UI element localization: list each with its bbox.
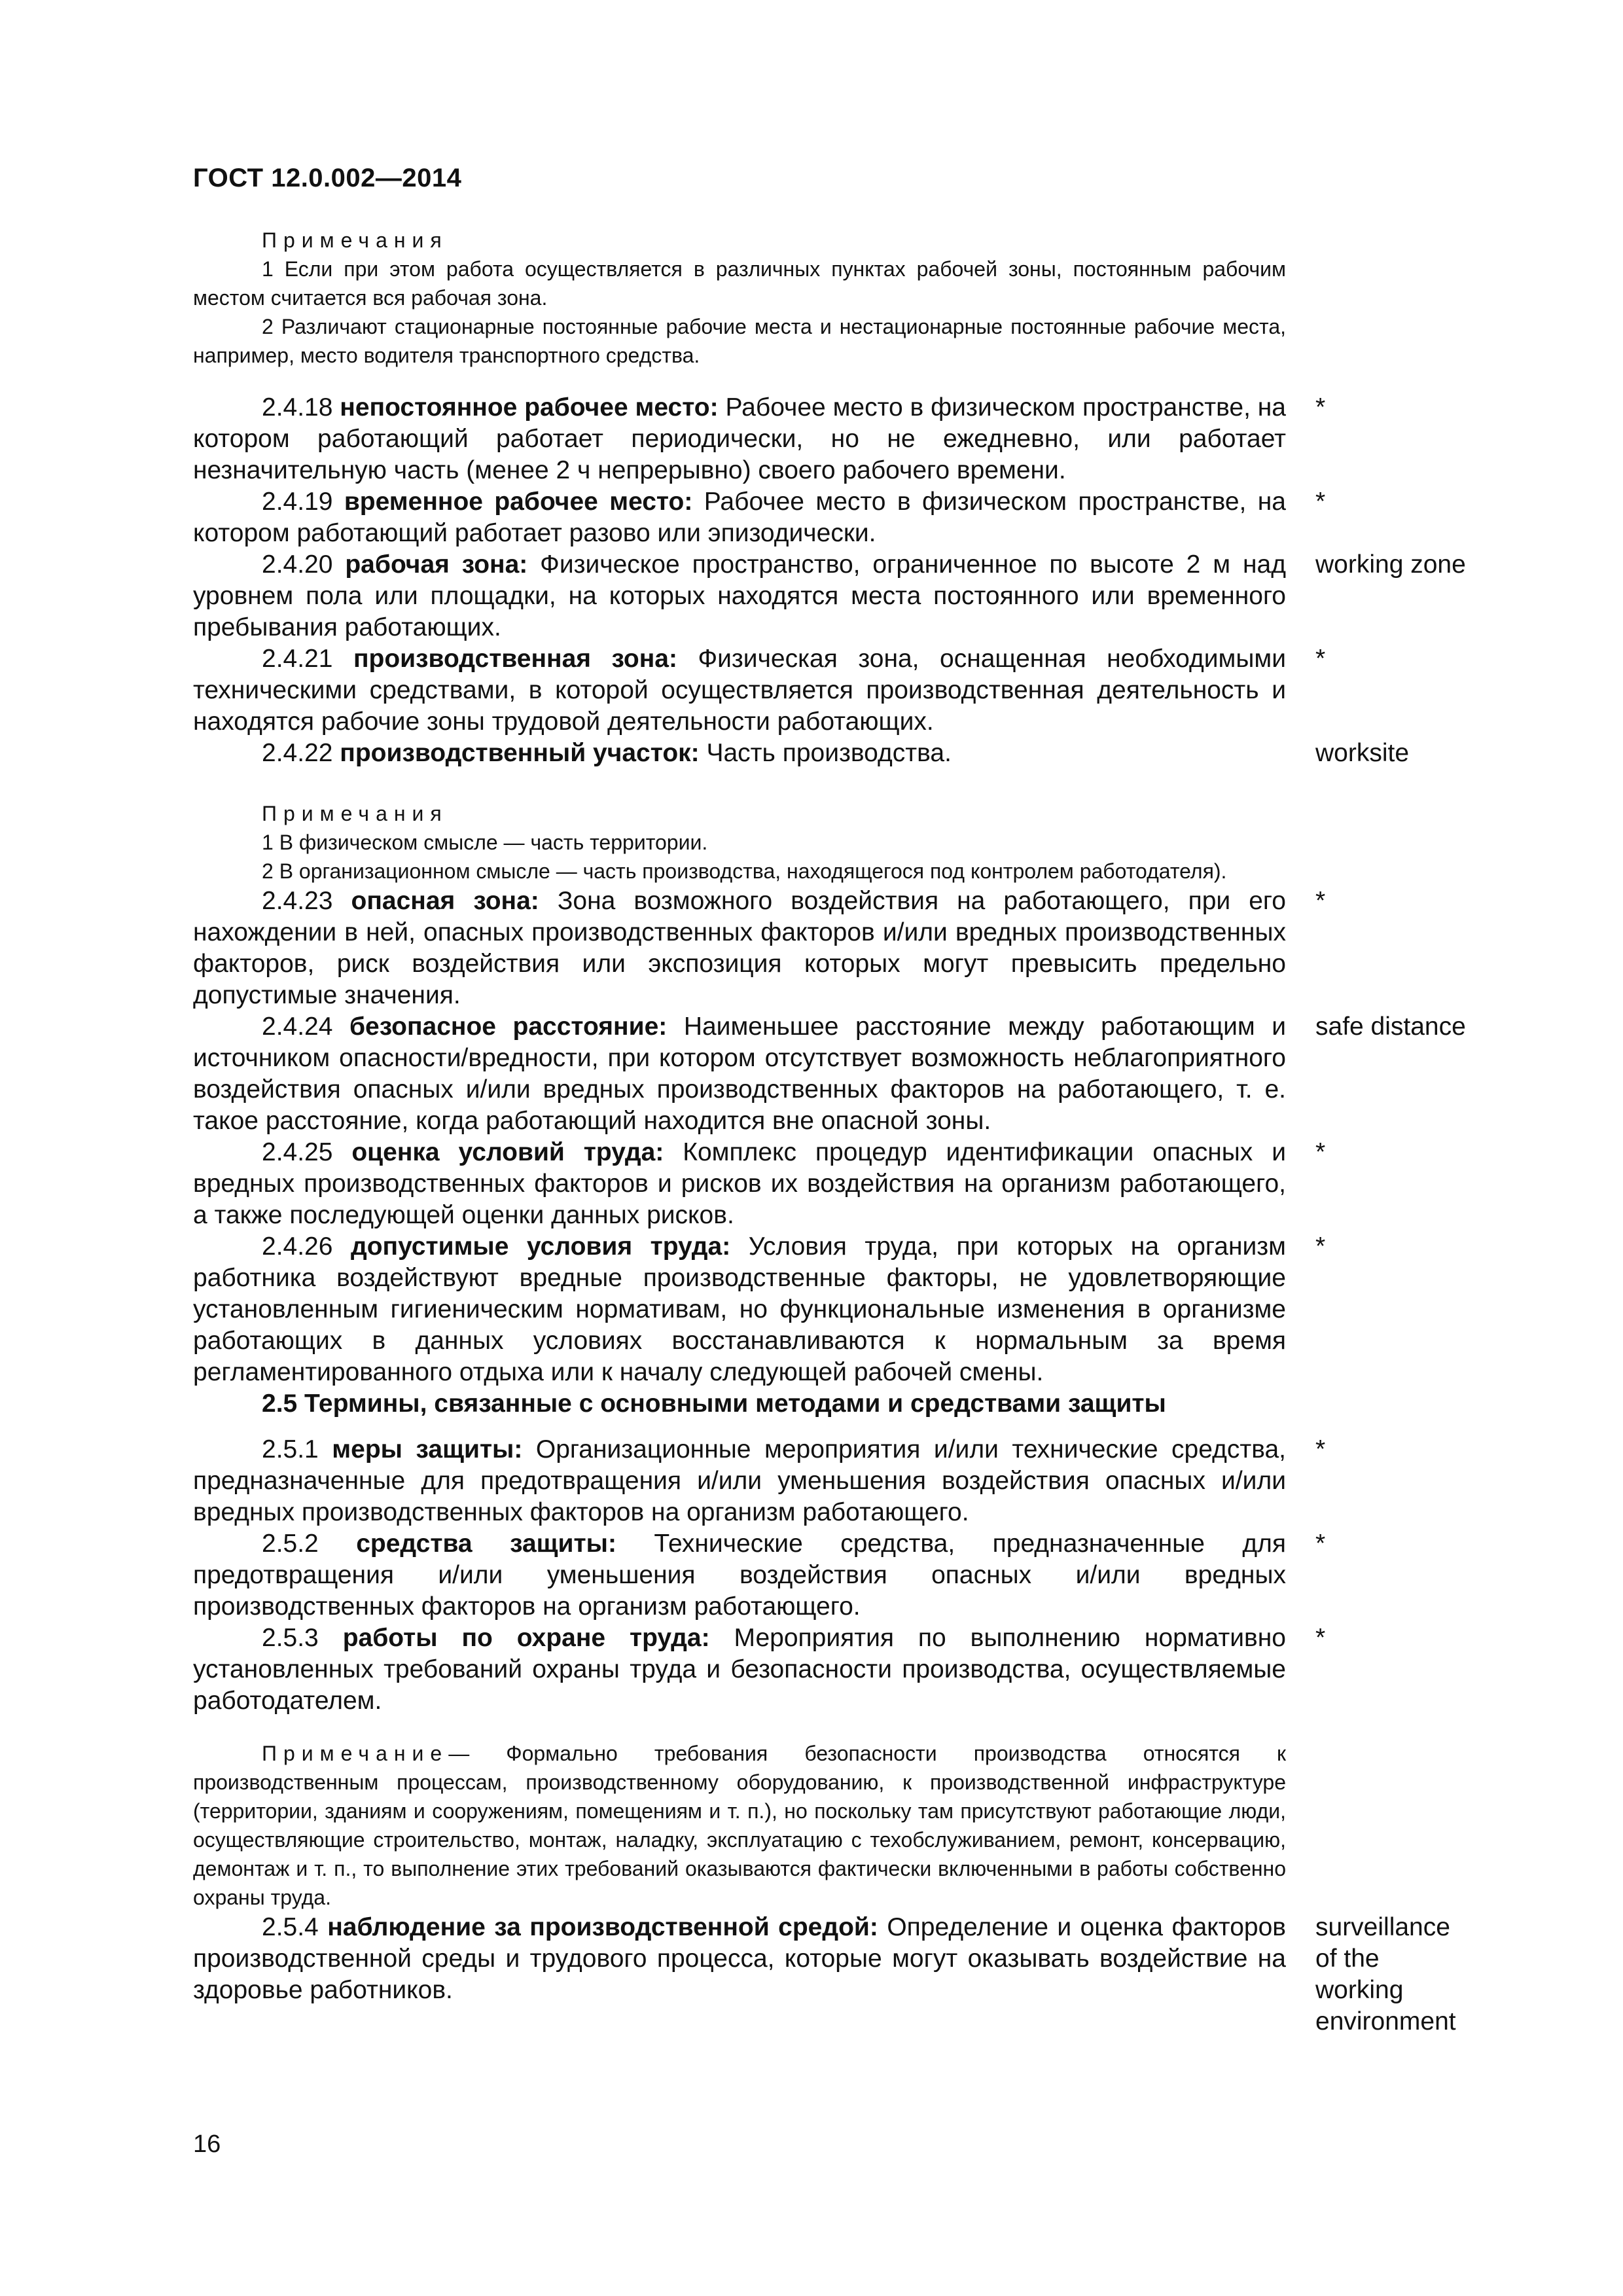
note-item: 1 Если при этом работа осуществляется в различных пунктах рабочей зоны, постоянным рабочим местом считается вся рабочая зона. xyxy=(193,257,1286,310)
note-item: 1 В физическом смысле — часть территории. xyxy=(262,831,708,854)
note-block-2 xyxy=(193,799,1286,886)
term-2-4-24: 2.4.24 безопасное расстояние: Наименьшее расстояние между работающим и источником опасности/вредности, при котором отсутствует возможность неблагоприятного воздействия опасных и/или вредных производственных факторов на работающего, т. е. такое расстояние, когда работающий находится вне опасной зоны. xyxy=(193,1013,1286,1135)
term-2-4-19: 2.4.19 временное рабочее место: Рабочее место в физическом пространстве, на котором работающий работает разово или эпизодически. xyxy=(193,488,1286,547)
term-2-4-21: 2.4.21 производственная зона: Физическая зона, оснащенная необходимыми техническими средствами, в которой осуществляется производственная деятельность и находятся рабочие зоны трудовой деятельности работающих. xyxy=(193,645,1286,736)
note-heading: Примечания xyxy=(262,802,448,825)
term-2-4-20: 2.4.20 рабочая зона: Физическое пространство, ограниченное по высоте 2 м над уровнем пола или площадки, на которых находятся места постоянного или временного пребывания работающих. xyxy=(193,550,1286,641)
note-heading: Примечания xyxy=(262,228,448,252)
main-text xyxy=(193,226,1286,2006)
note-item: 2 Различают стационарные постоянные рабочие места и нестационарные постоянные рабочие места, например, место водителя транспортного средства. xyxy=(193,315,1286,367)
term-2-5-3: 2.5.3 работы по охране труда: Мероприятия по выполнению нормативно установленных требований охраны труда и безопасности производства, осуществляемые работодателем. xyxy=(193,1624,1286,1715)
term-2-4-18: 2.4.18 непостоянное рабочее место: Рабочее место в физическом пространстве, на котором работающий работает периодически, но не ежедневно, или работает незначительную часть (менее 2 ч непрерывно) своего рабочего времени. xyxy=(193,393,1286,484)
english-equivalent: * xyxy=(1315,1435,1326,1463)
term-2-5-4: 2.5.4 наблюдение за производственной средой: Определение и оценка факторов производственной среды и трудового процесса, которые могут оказывать воздействие на здоровье работников. xyxy=(193,1913,1286,2004)
english-equivalent: working zone xyxy=(1315,550,1466,579)
english-equivalent: * xyxy=(1315,488,1326,516)
english-equivalent: * xyxy=(1315,645,1326,673)
term-2-4-25: 2.4.25 оценка условий труда: Комплекс процедур идентификации опасных и вредных производственных факторов и рисков их воздействия на организм работающего, а также последующей оценки данных рисков. xyxy=(193,1138,1286,1229)
term-2-4-22: 2.4.22 производственный участок: Часть производства. xyxy=(262,739,952,767)
english-equivalent: * xyxy=(1315,1624,1326,1652)
document-header: ГОСТ 12.0.002—2014 xyxy=(193,164,462,192)
english-equivalent: * xyxy=(1315,887,1326,915)
term-2-5-2: 2.5.2 средства защиты: Технические средства, предназначенные для предотвращения и/или уменьшения воздействия опасных и/или вредных производственных факторов на организм работающего. xyxy=(193,1530,1287,1621)
note-item: 2 В организационном смысле — часть производства, находящегося под контролем работодателя). xyxy=(262,859,1227,883)
english-equivalent: * xyxy=(1315,393,1326,422)
page-number: 16 xyxy=(193,2130,221,2158)
english-equivalent: surveillance of the working environment xyxy=(1315,1913,1456,2036)
note-block-3 xyxy=(193,1739,1286,1912)
english-equivalent: * xyxy=(1315,1530,1326,1558)
term-2-5-1: 2.5.1 меры защиты: Организационные мероприятия и/или технические средства, предназначенные для предотвращения и/или уменьшения воздействия опасных и/или вредных производственных факторов на организм работающего. xyxy=(193,1435,1287,1526)
section-title-2-5: 2.5 Термины, связанные с основными методами и средствами защиты xyxy=(262,1390,1166,1418)
note-paragraph: Примечание— Формально требования безопасности производства относятся к производственным процессам, производственному оборудованию, к производственной инфраструктуре (территории, зданиям и сооружениям, помещениям и т. п.), но поскольку там присутствуют работающие люди, осуществляющие строительство, монтаж, наладку, эксплуатацию с техобслуживанием, ремонт, консервацию, демонтаж и т. п., то выполнение этих требований оказываются фактически включенными в работы собственно охраны труда. xyxy=(193,1742,1286,1909)
english-equivalent: * xyxy=(1315,1232,1326,1261)
english-equivalent: safe distance xyxy=(1315,1013,1466,1041)
note-block-1 xyxy=(193,226,1286,370)
english-equivalent: worksite xyxy=(1315,739,1410,767)
term-2-4-23: 2.4.23 опасная зона: Зона возможного воздействия на работающего, при его нахождении в ней, опасных производственных факторов и/или вредных производственных факторов, риск воздействия или экспозиция которых могут превысить предельно допустимые значения. xyxy=(193,887,1286,1009)
term-2-4-26: 2.4.26 допустимые условия труда: Условия труда, при которых на организм работника воздействуют вредные производственные факторы, не удовлетворяющие установленным гигиеническим нормативам, но функциональные изменения в организме работающих в данных условиях восстанавливаются к нормальным за время регламентированного отдыха или к началу следующей рабочей смены. xyxy=(193,1232,1286,1386)
english-equivalent: * xyxy=(1315,1138,1326,1166)
